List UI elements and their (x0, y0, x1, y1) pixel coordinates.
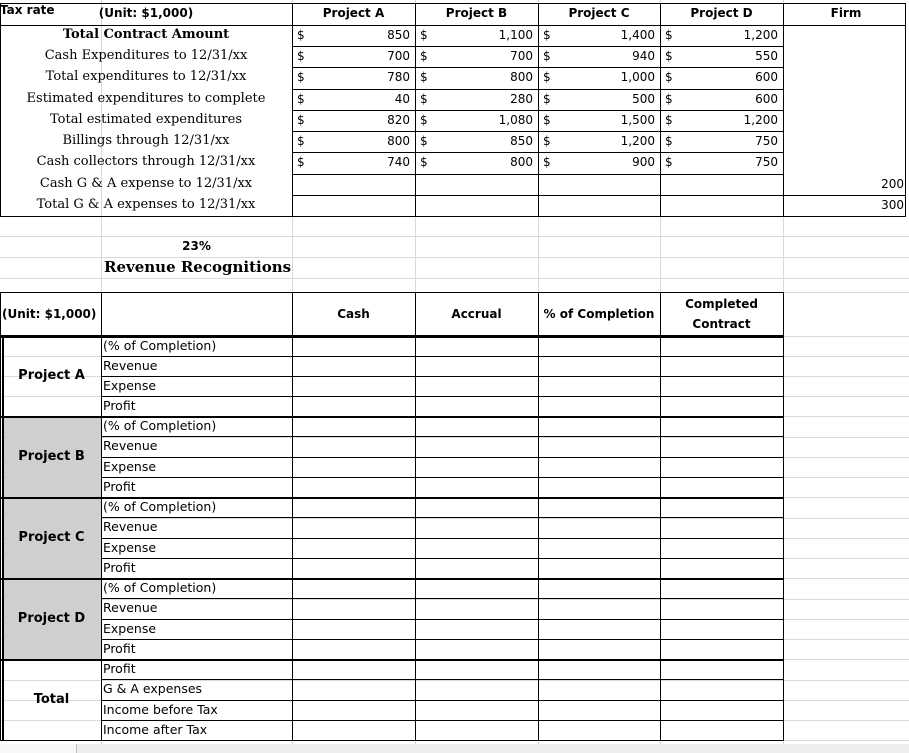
project-label: Project D (2, 578, 101, 659)
cell-border (0, 659, 783, 661)
input-cell[interactable] (538, 639, 660, 659)
value-cell[interactable]: 900 (632, 155, 655, 169)
input-cell[interactable] (415, 538, 538, 558)
input-cell[interactable] (292, 517, 415, 537)
row-label: Cash Expenditures to 12/31/xx (44, 48, 248, 63)
line-item-label: Profit (103, 478, 136, 494)
input-cell[interactable] (292, 659, 415, 679)
line-item-label: Revenue (103, 600, 158, 616)
input-cell[interactable] (415, 720, 538, 740)
cell-border (101, 436, 783, 437)
cell-border (292, 131, 784, 132)
input-cell[interactable] (292, 700, 415, 720)
cell-border (292, 110, 784, 111)
currency-symbol: $ (297, 70, 305, 84)
cell-border (0, 292, 783, 293)
line-item-label: Expense (103, 378, 157, 393)
value-cell[interactable] (415, 195, 538, 217)
input-cell[interactable] (415, 598, 538, 618)
cell-border (101, 619, 783, 620)
line-item-label: (% of Completion) (103, 418, 217, 433)
currency-symbol: $ (420, 28, 428, 42)
input-cell[interactable] (660, 538, 783, 558)
currency-symbol: $ (420, 134, 428, 148)
input-cell[interactable] (538, 477, 660, 497)
project-label: Total (33, 692, 70, 707)
currency-symbol: $ (543, 70, 551, 84)
input-cell[interactable] (292, 336, 415, 356)
cell-border (292, 89, 784, 90)
input-cell[interactable] (415, 578, 538, 598)
value-cell[interactable]: 820 (387, 113, 410, 127)
input-cell[interactable] (415, 659, 538, 679)
project-label: Project A (18, 368, 85, 383)
input-cell[interactable] (538, 578, 660, 598)
input-cell[interactable] (660, 558, 783, 578)
value-cell[interactable] (415, 174, 538, 196)
input-cell[interactable] (292, 416, 415, 436)
input-cell[interactable] (538, 497, 660, 517)
row-label: Total G & A expenses to 12/31/xx (36, 197, 256, 212)
input-cell[interactable] (660, 578, 783, 598)
line-item-label: Revenue (103, 358, 158, 373)
currency-symbol: $ (420, 113, 428, 127)
value-cell[interactable]: 850 (387, 28, 410, 42)
currency-symbol: $ (420, 155, 428, 169)
currency-symbol: $ (420, 70, 428, 84)
value-cell[interactable]: 1,000 (620, 70, 655, 84)
firm-value-cell[interactable]: 200 (881, 177, 904, 191)
input-cell[interactable] (660, 457, 783, 477)
value-cell[interactable]: 1,200 (743, 28, 778, 42)
input-cell[interactable] (660, 416, 783, 436)
cell-border (0, 3, 905, 4)
column-header-completed: Completed (685, 297, 758, 311)
row-label: Billings through 12/31/xx (62, 133, 230, 148)
input-cell[interactable] (660, 396, 783, 416)
input-cell[interactable] (538, 679, 660, 699)
cell-border (0, 497, 783, 499)
firm-value-cell[interactable]: 300 (881, 198, 904, 212)
line-item-label: Profit (103, 559, 136, 575)
input-cell[interactable] (538, 356, 660, 376)
row-label: Cash G & A expense to 12/31/xx (39, 176, 253, 191)
currency-symbol: $ (297, 134, 305, 148)
line-item-label: Profit (103, 398, 136, 413)
input-cell[interactable] (415, 619, 538, 639)
cell-border (101, 292, 102, 741)
input-cell[interactable] (538, 659, 660, 679)
value-cell[interactable]: 740 (387, 155, 410, 169)
cell-border (292, 46, 784, 47)
input-cell[interactable] (538, 700, 660, 720)
column-header-firm: Firm (830, 6, 862, 20)
column-header-b: Project B (445, 6, 508, 20)
cell-border (292, 174, 784, 175)
input-cell[interactable] (660, 639, 783, 659)
cell-border (292, 292, 293, 741)
firm-value-cell[interactable] (783, 67, 905, 90)
input-cell[interactable] (538, 376, 660, 396)
firm-value-cell[interactable] (783, 46, 905, 68)
value-cell[interactable]: 1,500 (620, 113, 655, 127)
firm-value-cell[interactable] (783, 131, 905, 153)
cell-border (101, 598, 783, 599)
input-cell[interactable] (415, 376, 538, 396)
value-cell[interactable] (660, 174, 783, 196)
cell-border (101, 538, 783, 539)
row-label: Estimated expenditures to complete (26, 91, 266, 106)
cell-border (292, 195, 784, 196)
value-cell[interactable]: 940 (632, 49, 655, 63)
row-label: Total expenditures to 12/31/xx (45, 69, 247, 84)
input-cell[interactable] (415, 336, 538, 356)
input-cell[interactable] (415, 356, 538, 376)
input-cell[interactable] (538, 558, 660, 578)
cell-border (101, 679, 783, 680)
input-cell[interactable] (660, 700, 783, 720)
currency-symbol: $ (665, 155, 673, 169)
sheet-tab-bar[interactable] (0, 744, 909, 753)
input-cell[interactable] (538, 436, 660, 456)
column-header-a: Project A (322, 6, 385, 20)
input-cell[interactable] (538, 457, 660, 477)
column-header-contract: Contract (692, 317, 751, 331)
cell-border (101, 477, 783, 478)
input-cell[interactable] (538, 720, 660, 740)
input-cell[interactable] (292, 376, 415, 396)
input-cell[interactable] (660, 659, 783, 679)
cell-border (538, 292, 539, 741)
cell-border (292, 67, 784, 68)
cell-border (101, 396, 783, 397)
input-cell[interactable] (292, 436, 415, 456)
input-cell[interactable] (415, 477, 538, 497)
line-item-label: Expense (103, 458, 157, 474)
input-cell[interactable] (415, 436, 538, 456)
input-cell[interactable] (415, 558, 538, 578)
line-item-label: G & A expenses (103, 681, 203, 697)
input-cell[interactable] (415, 639, 538, 659)
input-cell[interactable] (415, 700, 538, 720)
input-cell[interactable] (415, 416, 538, 436)
cell-border (905, 3, 906, 217)
value-cell[interactable] (660, 195, 783, 217)
input-cell[interactable] (538, 396, 660, 416)
cell-border (783, 195, 905, 196)
firm-value-cell[interactable] (783, 25, 905, 47)
input-cell[interactable] (660, 598, 783, 618)
currency-symbol: $ (543, 49, 551, 63)
row-label: Total estimated expenditures (49, 112, 243, 127)
value-cell[interactable]: 700 (510, 49, 533, 63)
cell-border (2, 336, 4, 741)
gridline (0, 278, 909, 279)
value-cell[interactable] (292, 195, 415, 217)
cell-border (292, 152, 784, 153)
cell-border (101, 720, 783, 721)
currency-symbol: $ (297, 92, 305, 106)
value-cell[interactable]: 700 (387, 49, 410, 63)
cell-border (0, 416, 783, 418)
input-cell[interactable] (660, 436, 783, 456)
cell-border (0, 216, 905, 217)
currency-symbol: $ (543, 155, 551, 169)
input-cell[interactable] (292, 598, 415, 618)
input-cell[interactable] (292, 679, 415, 699)
value-cell[interactable]: 800 (510, 155, 533, 169)
line-item-label: (% of Completion) (103, 580, 217, 595)
cell-border (415, 292, 416, 741)
input-cell[interactable] (292, 396, 415, 416)
currency-symbol: $ (297, 113, 305, 127)
cell-border (0, 292, 1, 741)
value-cell[interactable] (292, 174, 415, 196)
input-cell[interactable] (660, 477, 783, 497)
currency-symbol: $ (543, 113, 551, 127)
cell-border (0, 335, 783, 337)
column-header-percent-completion: % of Completion (543, 307, 655, 321)
firm-value-cell[interactable] (783, 110, 905, 132)
input-cell[interactable] (292, 477, 415, 497)
currency-symbol: $ (543, 28, 551, 42)
line-item-label: Income after Tax (103, 721, 208, 737)
input-cell[interactable] (415, 396, 538, 416)
input-cell[interactable] (292, 639, 415, 659)
line-item-label: Income before Tax (103, 701, 218, 717)
unit-label: (Unit: $1,000) (98, 6, 194, 20)
value-cell[interactable] (538, 195, 660, 217)
value-cell[interactable]: 280 (510, 92, 533, 106)
unit-label-2: (Unit: $1,000) (2, 307, 97, 321)
currency-symbol: $ (297, 49, 305, 63)
currency-symbol: $ (543, 92, 551, 106)
column-header-c: Project C (568, 6, 630, 20)
cell-border (101, 558, 783, 559)
cell-border (660, 292, 661, 741)
currency-symbol: $ (665, 92, 673, 106)
value-cell[interactable]: 850 (510, 134, 533, 148)
tax-rate-value[interactable]: 23% (182, 239, 211, 253)
line-item-label: Expense (103, 620, 157, 636)
row-label: Total Contract Amount (62, 27, 230, 42)
sheet-tab[interactable] (0, 744, 77, 753)
cell-border (0, 578, 783, 580)
value-cell[interactable]: 1,400 (620, 28, 655, 42)
currency-symbol: $ (665, 70, 673, 84)
value-cell[interactable]: 1,200 (620, 134, 655, 148)
input-cell[interactable] (292, 578, 415, 598)
line-item-label: Expense (103, 539, 157, 555)
currency-symbol: $ (297, 155, 305, 169)
cell-border (0, 25, 905, 26)
input-cell[interactable] (660, 497, 783, 517)
value-cell[interactable]: 500 (632, 92, 655, 106)
cell-border (101, 700, 783, 701)
input-cell[interactable] (415, 517, 538, 537)
value-cell[interactable] (538, 174, 660, 196)
project-label: Project B (2, 416, 101, 497)
value-cell[interactable]: 40 (394, 92, 410, 106)
input-cell[interactable] (538, 598, 660, 618)
currency-symbol: $ (420, 49, 428, 63)
cell-border (0, 740, 783, 741)
input-cell[interactable] (292, 619, 415, 639)
value-cell[interactable]: 600 (755, 92, 778, 106)
cell-border (101, 639, 783, 640)
input-cell[interactable] (660, 376, 783, 396)
currency-symbol: $ (665, 134, 673, 148)
revenue-recognitions-title: Revenue Recognitions (104, 258, 292, 276)
input-cell[interactable] (538, 517, 660, 537)
line-item-label: Revenue (103, 438, 158, 454)
line-item-label: Profit (103, 640, 136, 656)
value-cell[interactable]: 800 (510, 70, 533, 84)
input-cell[interactable] (538, 416, 660, 436)
currency-symbol: $ (665, 113, 673, 127)
value-cell[interactable]: 600 (755, 70, 778, 84)
cell-border (783, 292, 784, 741)
value-cell[interactable]: 780 (387, 70, 410, 84)
input-cell[interactable] (660, 356, 783, 376)
input-cell[interactable] (660, 517, 783, 537)
currency-symbol: $ (665, 49, 673, 63)
value-cell[interactable]: 1,080 (498, 113, 533, 127)
input-cell[interactable] (660, 336, 783, 356)
firm-value-cell[interactable] (783, 152, 905, 175)
input-cell[interactable] (538, 336, 660, 356)
cell-border (101, 457, 783, 458)
cell-border (101, 356, 783, 357)
cell-border (101, 376, 783, 377)
input-cell[interactable] (415, 679, 538, 699)
column-header-cash: Cash (337, 307, 370, 321)
input-cell[interactable] (292, 538, 415, 558)
value-cell[interactable]: 550 (755, 49, 778, 63)
column-header-d: Project D (690, 6, 753, 20)
tax-rate-label: Tax rate (0, 3, 55, 17)
value-cell[interactable]: 1,200 (743, 113, 778, 127)
input-cell[interactable] (292, 720, 415, 740)
value-cell[interactable]: 750 (755, 134, 778, 148)
currency-symbol: $ (665, 28, 673, 42)
input-cell[interactable] (660, 679, 783, 699)
input-cell[interactable] (415, 457, 538, 477)
firm-value-cell[interactable] (783, 89, 905, 111)
input-cell[interactable] (415, 497, 538, 517)
input-cell[interactable] (538, 619, 660, 639)
column-header-accrual: Accrual (451, 307, 502, 321)
currency-symbol: $ (420, 92, 428, 106)
input-cell[interactable] (292, 497, 415, 517)
line-item-label: Profit (103, 661, 136, 676)
line-item-label: (% of Completion) (103, 499, 217, 514)
cell-border (0, 3, 1, 217)
cell-border (101, 517, 783, 518)
input-cell[interactable] (660, 619, 783, 639)
input-cell[interactable] (292, 356, 415, 376)
input-cell[interactable] (538, 538, 660, 558)
row-label: Cash collectors through 12/31/xx (36, 154, 256, 169)
value-cell[interactable]: 1,100 (498, 28, 533, 42)
value-cell[interactable]: 750 (755, 155, 778, 169)
project-label: Project C (2, 497, 101, 578)
value-cell[interactable]: 800 (387, 134, 410, 148)
input-cell[interactable] (292, 457, 415, 477)
currency-symbol: $ (297, 28, 305, 42)
line-item-label: (% of Completion) (103, 338, 217, 353)
line-item-label: Revenue (103, 519, 158, 535)
input-cell[interactable] (660, 720, 783, 740)
input-cell[interactable] (292, 558, 415, 578)
currency-symbol: $ (543, 134, 551, 148)
